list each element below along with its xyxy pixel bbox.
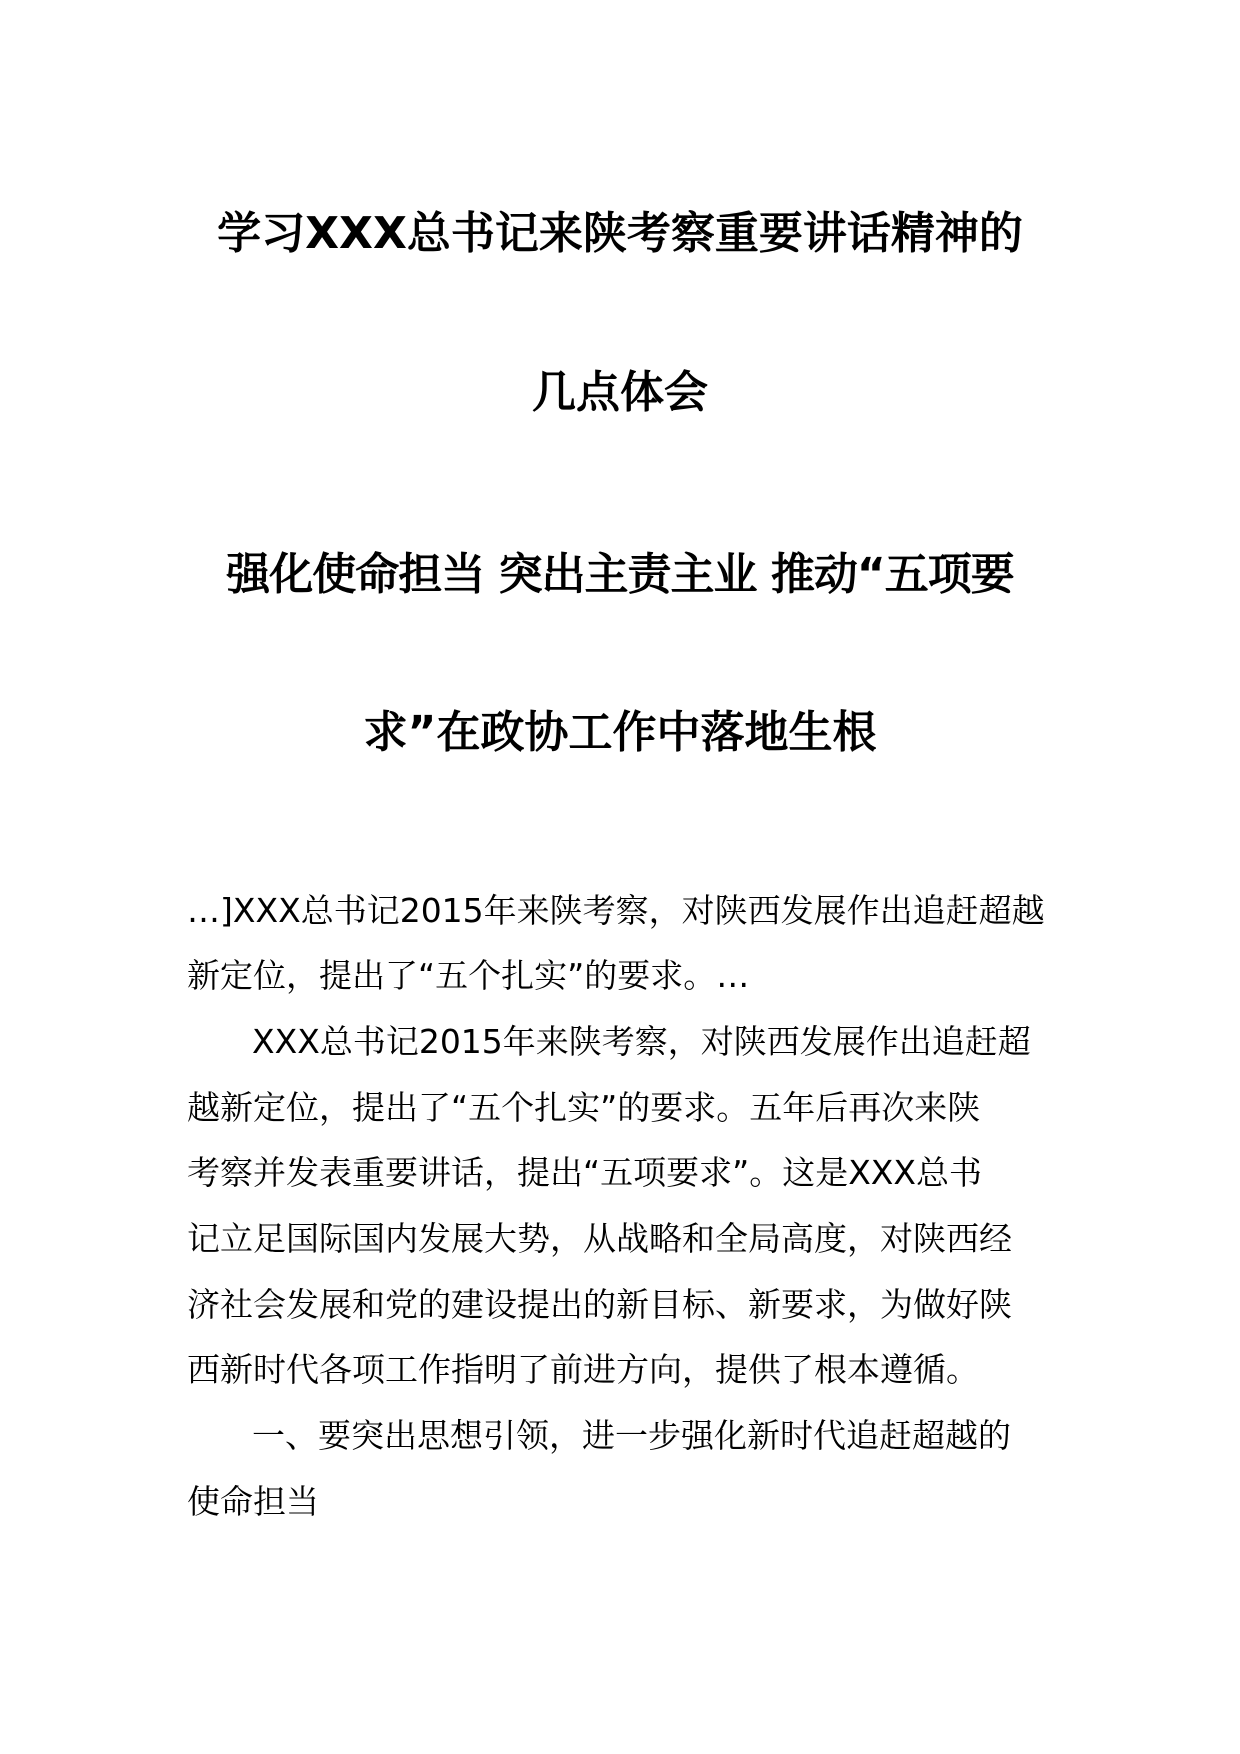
section-heading-line: 使命担当 (187, 1482, 319, 1521)
document-subtitle-line-1: 强化使命担当 突出主责主业 推动“五项要 (226, 549, 1014, 600)
paragraph-line: 记立足国际国内发展大势，从战略和全局高度，对陕西经 (187, 1219, 1012, 1258)
paragraph-line: 考察并发表重要讲话，提出“五项要求”。这是XXX总书 (187, 1153, 983, 1192)
section-heading-line: 一、要突出思想引领，进一步强化新时代追赶超越的 (252, 1416, 1011, 1455)
paragraph-line: 西新时代各项工作指明了前进方向，提供了根本遵循。 (187, 1350, 979, 1389)
excerpt-line: 新定位，提出了“五个扎实”的要求。… (187, 956, 750, 995)
paragraph-line: 越新定位，提出了“五个扎实”的要求。五年后再次来陕 (187, 1088, 981, 1127)
excerpt-line: …]XXX总书记2015年来陕考察，对陕西发展作出追赶超越 (187, 891, 1045, 930)
document-title-line-2: 几点体会 (532, 367, 708, 418)
document-title-line-1: 学习XXX总书记来陕考察重要讲话精神的 (217, 208, 1023, 259)
paragraph-line: XXX总书记2015年来陕考察，对陕西发展作出追赶超 (252, 1022, 1031, 1061)
paragraph-line: 济社会发展和党的建设提出的新目标、新要求，为做好陕 (187, 1285, 1012, 1324)
document-subtitle-line-2: 求”在政协工作中落地生根 (363, 707, 877, 758)
